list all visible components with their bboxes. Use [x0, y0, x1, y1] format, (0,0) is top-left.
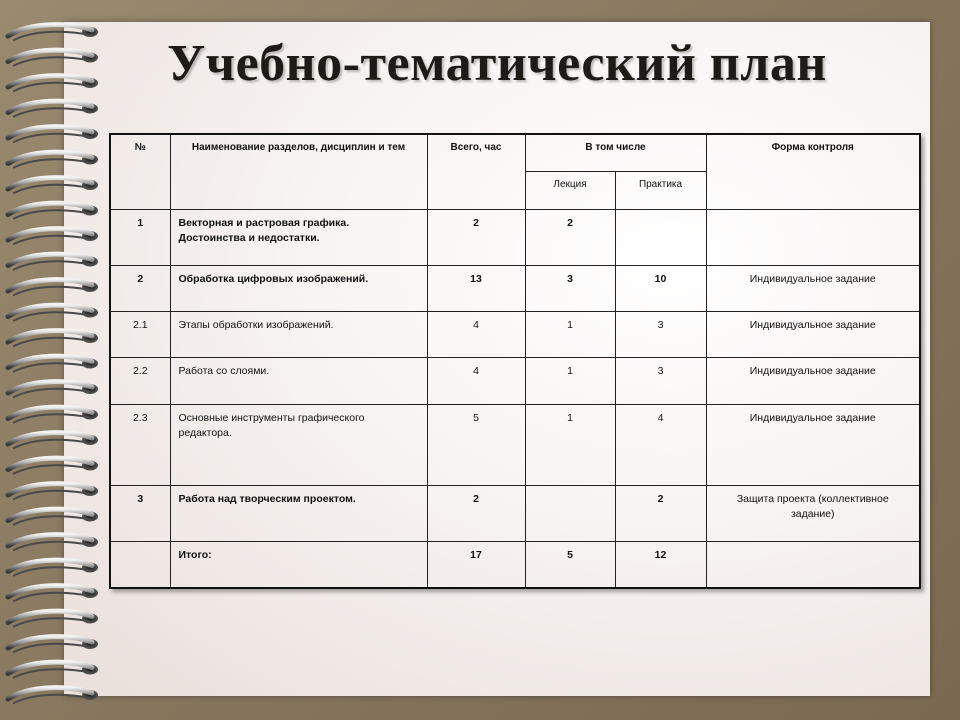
row-number: 1 — [110, 209, 170, 265]
spiral-ring-icon — [8, 254, 98, 269]
row-name: Основные инструменты графического редактора. — [170, 404, 427, 485]
table-row — [110, 542, 920, 588]
table-row — [110, 358, 920, 404]
row-total: 4 — [427, 358, 525, 404]
curriculum-table — [109, 133, 921, 589]
spiral-ring-icon — [8, 382, 98, 397]
row-name: Обработка цифровых изображений. — [170, 265, 427, 311]
table-row — [110, 404, 920, 485]
row-total: 13 — [427, 265, 525, 311]
row-control — [706, 209, 920, 265]
spiral-ring-icon — [8, 331, 98, 346]
header-total: Всего, час — [427, 134, 525, 209]
row-practice: 2 — [615, 486, 706, 542]
row-name: Этапы обработки изображений. — [170, 311, 427, 357]
row-control: Индивидуальное задание — [706, 265, 920, 311]
row-control: Индивидуальное задание — [706, 358, 920, 404]
row-lecture — [525, 486, 615, 542]
row-lecture: 1 — [525, 404, 615, 485]
spiral-ring-icon — [8, 178, 98, 193]
row-lecture: 1 — [525, 358, 615, 404]
row-lecture: 3 — [525, 265, 615, 311]
spiral-ring-icon — [8, 280, 98, 295]
row-total: 5 — [427, 404, 525, 485]
table-row — [110, 209, 920, 265]
spiral-ring-icon — [8, 611, 98, 626]
table-row — [110, 311, 920, 357]
row-practice: 10 — [615, 265, 706, 311]
spiral-ring-icon — [8, 458, 98, 473]
spiral-ring-icon — [8, 101, 98, 116]
spiral-binding — [0, 18, 110, 708]
row-name: Работа со слоями. — [170, 358, 427, 404]
row-control — [706, 542, 920, 588]
spiral-ring-icon — [8, 152, 98, 167]
spiral-ring-icon — [8, 203, 98, 218]
header-practice: Практика — [615, 171, 706, 209]
spiral-ring-icon — [8, 305, 98, 320]
spiral-ring-icon — [8, 586, 98, 601]
row-control: Защита проекта (коллективное задание) — [706, 486, 920, 542]
row-practice: 4 — [615, 404, 706, 485]
page-title: Учебно-тематический план — [167, 35, 827, 92]
row-total: 4 — [427, 311, 525, 357]
spiral-ring-icon — [8, 229, 98, 244]
row-control: Индивидуальное задание — [706, 404, 920, 485]
spiral-ring-icon — [8, 662, 98, 677]
row-total: 2 — [427, 486, 525, 542]
table-row — [110, 486, 920, 542]
row-name: Итого: — [170, 542, 427, 588]
spiral-ring-icon — [8, 535, 98, 550]
row-number: 2.2 — [110, 358, 170, 404]
row-control: Индивидуальное задание — [706, 311, 920, 357]
spiral-ring-icon — [8, 433, 98, 448]
spiral-ring-icon — [8, 356, 98, 371]
row-lecture: 2 — [525, 209, 615, 265]
header-row — [110, 134, 920, 171]
spiral-ring-icon — [8, 509, 98, 524]
header-lecture: Лекция — [525, 171, 615, 209]
row-number: 2.3 — [110, 404, 170, 485]
row-number: 3 — [110, 486, 170, 542]
spiral-ring-icon — [8, 127, 98, 142]
spiral-ring-icon — [8, 560, 98, 575]
row-lecture: 1 — [525, 311, 615, 357]
header-including: В том числе — [525, 134, 706, 171]
row-number: 2 — [110, 265, 170, 311]
spiral-ring-icon — [8, 407, 98, 422]
row-total: 2 — [427, 209, 525, 265]
spiral-ring-icon — [8, 637, 98, 652]
row-lecture: 5 — [525, 542, 615, 588]
row-practice: 3 — [615, 358, 706, 404]
row-practice: 3 — [615, 311, 706, 357]
row-number — [110, 542, 170, 588]
row-name: Работа над творческим проектом. — [170, 486, 427, 542]
row-practice: 12 — [615, 542, 706, 588]
row-practice — [615, 209, 706, 265]
header-name: Наименование разделов, дисциплин и тем — [170, 134, 427, 209]
spiral-ring-icon — [8, 484, 98, 499]
header-control: Форма контроля — [706, 134, 920, 209]
row-number: 2.1 — [110, 311, 170, 357]
row-name: Векторная и растровая графика. Достоинства и недостатки. — [170, 209, 427, 265]
header-number: № — [110, 134, 170, 209]
table-row — [110, 265, 920, 311]
row-total: 17 — [427, 542, 525, 588]
spiral-ring-icon — [8, 688, 98, 703]
